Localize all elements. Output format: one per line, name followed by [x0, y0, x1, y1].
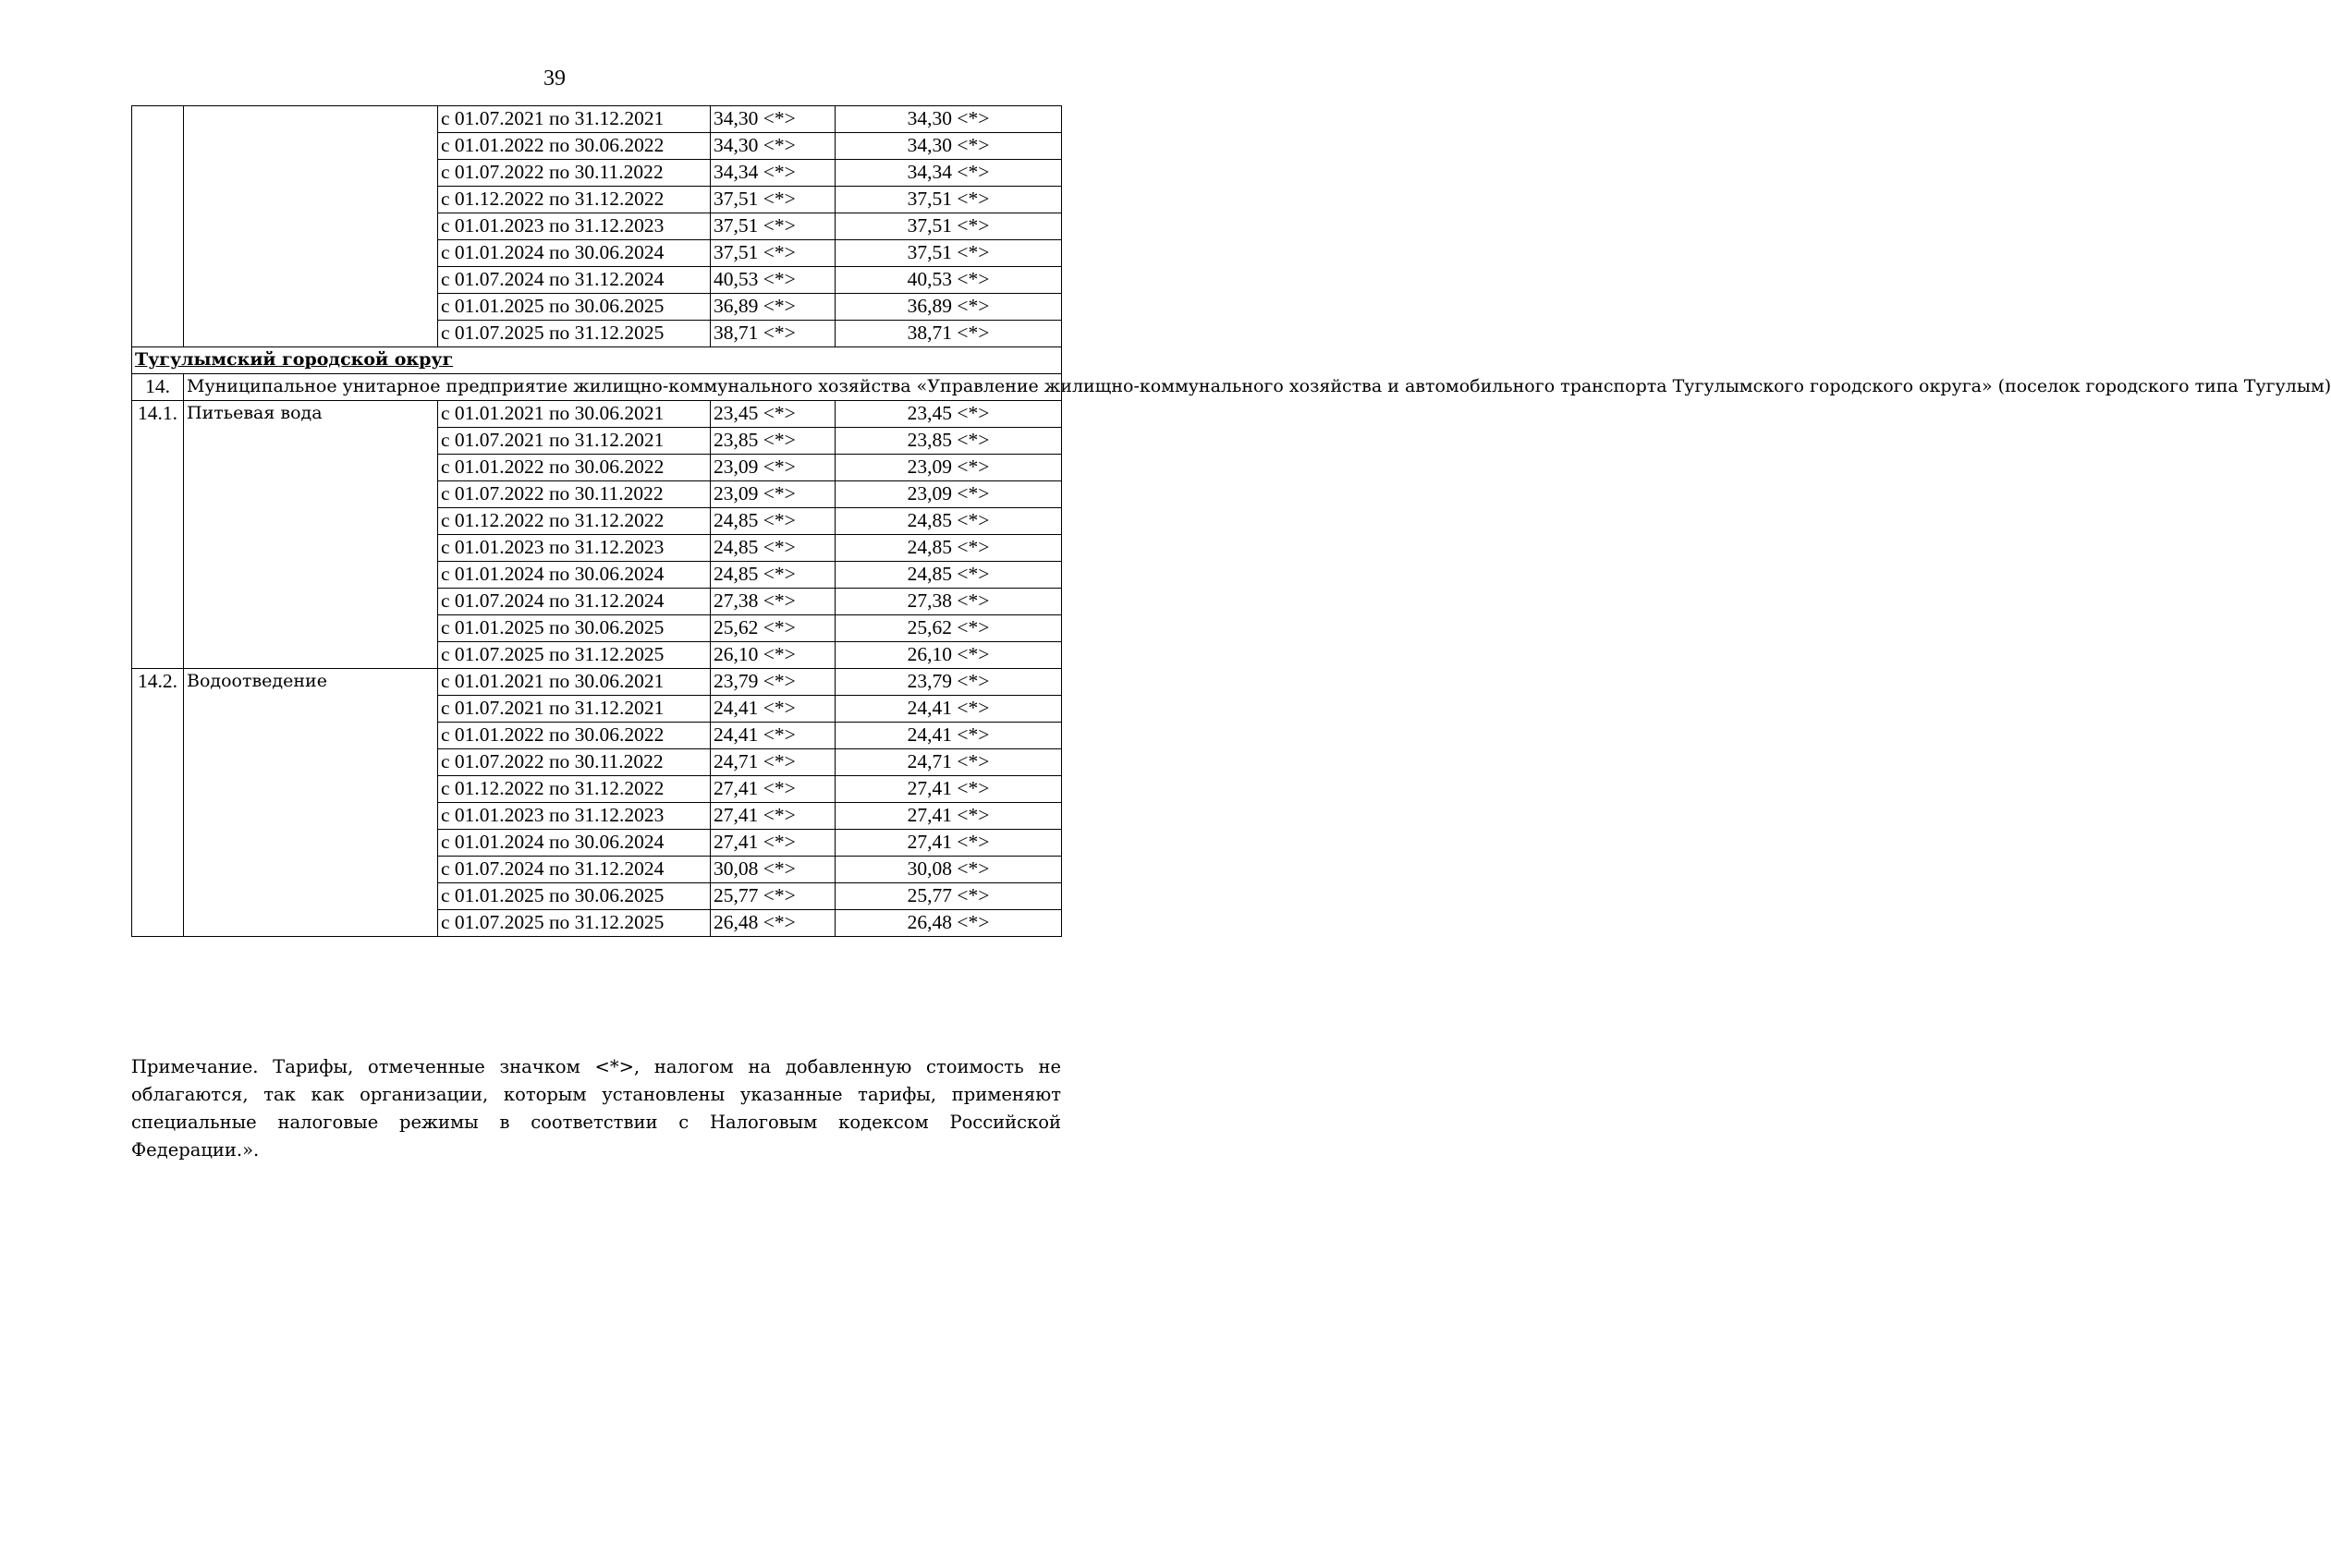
tariff-value-cell: 24,85 <*> [711, 508, 836, 535]
tariff-value-cell: 37,51 <*> [836, 240, 1062, 267]
period-cell: с 01.12.2022 по 31.12.2022 [438, 508, 711, 535]
period-cell: с 01.01.2025 по 30.06.2025 [438, 615, 711, 642]
tariff-value-cell: 27,38 <*> [836, 589, 1062, 615]
tariff-value-cell: 25,77 <*> [711, 883, 836, 910]
period-cell: с 01.07.2024 по 31.12.2024 [438, 589, 711, 615]
tariff-value-cell: 34,30 <*> [711, 106, 836, 133]
table-row [132, 401, 1062, 428]
period-cell: с 01.07.2024 по 31.12.2024 [438, 267, 711, 294]
tariff-value-cell: 37,51 <*> [836, 213, 1062, 240]
district-row [132, 347, 1062, 374]
tariff-value-cell: 24,41 <*> [836, 696, 1062, 723]
tariff-table-body [132, 106, 2331, 937]
period-cell: с 01.07.2022 по 30.11.2022 [438, 481, 711, 508]
footnote: Примечание. Тарифы, отмеченные значком <*>, налогом на добавленную стоимость не облагаются, так как организации, которым установлены указанные тарифы, применяют специальные налоговые режимы в соответствии с Налоговым кодексом Российской Федерации.». [131, 1056, 1061, 1161]
period-cell: с 01.07.2024 по 31.12.2024 [438, 857, 711, 883]
tariff-value-cell: 40,53 <*> [711, 267, 836, 294]
period-cell: с 01.12.2022 по 31.12.2022 [438, 187, 711, 213]
tariff-value-cell: 27,41 <*> [836, 830, 1062, 857]
period-cell: с 01.01.2021 по 30.06.2021 [438, 669, 711, 696]
period-cell: с 01.07.2021 по 31.12.2021 [438, 106, 711, 133]
tariff-value-cell: 40,53 <*> [836, 267, 1062, 294]
tariff-value-cell: 34,30 <*> [836, 133, 1062, 160]
tariff-value-cell: 23,79 <*> [836, 669, 1062, 696]
period-cell: с 01.01.2022 по 30.06.2022 [438, 133, 711, 160]
period-cell: с 01.07.2022 по 30.11.2022 [438, 749, 711, 776]
tariff-value-cell: 30,08 <*> [836, 857, 1062, 883]
tariff-value-cell: 26,48 <*> [836, 910, 1062, 937]
tariff-value-cell: 36,89 <*> [836, 294, 1062, 321]
tariff-value-cell: 36,89 <*> [711, 294, 836, 321]
organization-number-cell: 14. [132, 374, 184, 401]
tariff-table [131, 105, 2331, 937]
service-name-cell [184, 106, 438, 347]
tariff-value-cell: 37,51 <*> [711, 240, 836, 267]
tariff-value-cell: 37,51 <*> [711, 213, 836, 240]
tariff-value-cell: 24,71 <*> [836, 749, 1062, 776]
period-cell: с 01.01.2023 по 31.12.2023 [438, 213, 711, 240]
period-cell: с 01.01.2022 по 30.06.2022 [438, 455, 711, 481]
tariff-value-cell: 34,30 <*> [836, 106, 1062, 133]
period-cell: с 01.01.2025 по 30.06.2025 [438, 883, 711, 910]
period-cell: с 01.07.2021 по 31.12.2021 [438, 428, 711, 455]
period-cell: с 01.01.2025 по 30.06.2025 [438, 294, 711, 321]
tariff-value-cell: 27,41 <*> [836, 776, 1062, 803]
tariff-value-cell: 23,45 <*> [711, 401, 836, 428]
tariff-value-cell: 27,41 <*> [711, 830, 836, 857]
tariff-value-cell: 25,62 <*> [711, 615, 836, 642]
tariff-value-cell: 38,71 <*> [711, 321, 836, 347]
tariff-value-cell: 26,10 <*> [711, 642, 836, 669]
service-name-cell: Водоотведение [184, 669, 438, 937]
period-cell: с 01.01.2023 по 31.12.2023 [438, 535, 711, 562]
tariff-value-cell: 23,09 <*> [711, 455, 836, 481]
period-cell: с 01.01.2024 по 30.06.2024 [438, 830, 711, 857]
tariff-value-cell: 34,34 <*> [711, 160, 836, 187]
period-cell: с 01.12.2022 по 31.12.2022 [438, 776, 711, 803]
tariff-value-cell: 27,41 <*> [711, 803, 836, 830]
tariff-value-cell: 24,41 <*> [836, 723, 1062, 749]
period-cell: с 01.01.2023 по 31.12.2023 [438, 803, 711, 830]
tariff-value-cell: 34,30 <*> [711, 133, 836, 160]
tariff-value-cell: 24,41 <*> [711, 723, 836, 749]
tariff-value-cell: 34,34 <*> [836, 160, 1062, 187]
service-number-cell: 14.1. [132, 401, 184, 669]
organization-row [132, 374, 1062, 401]
tariff-value-cell: 37,51 <*> [711, 187, 836, 213]
tariff-value-cell: 25,77 <*> [836, 883, 1062, 910]
organization-name-cell: Муниципальное унитарное предприятие жилищно-коммунального хозяйства «Управление жилищно-коммунального хозяйства и автомобильного транспорта Тугулымского городского округа» (поселок городского типа Тугулым) [184, 374, 1062, 401]
tariff-value-cell: 27,41 <*> [711, 776, 836, 803]
tariff-value-cell: 23,09 <*> [836, 455, 1062, 481]
tariff-value-cell: 23,79 <*> [711, 669, 836, 696]
tariff-value-cell: 26,48 <*> [711, 910, 836, 937]
period-cell: с 01.01.2024 по 30.06.2024 [438, 562, 711, 589]
period-cell: с 01.07.2021 по 31.12.2021 [438, 696, 711, 723]
tariff-value-cell: 30,08 <*> [711, 857, 836, 883]
period-cell: с 01.07.2025 по 31.12.2025 [438, 321, 711, 347]
tariff-value-cell: 24,71 <*> [711, 749, 836, 776]
district-heading: Тугулымский городской округ [132, 347, 1062, 374]
tariff-value-cell: 24,85 <*> [836, 508, 1062, 535]
tariff-value-cell: 27,41 <*> [836, 803, 1062, 830]
service-number-cell [132, 106, 184, 347]
period-cell: с 01.07.2025 по 31.12.2025 [438, 642, 711, 669]
service-number-cell: 14.2. [132, 669, 184, 937]
tariff-value-cell: 24,85 <*> [836, 562, 1062, 589]
table-row [132, 669, 1062, 696]
service-name-cell: Питьевая вода [184, 401, 438, 669]
period-cell: с 01.07.2022 по 30.11.2022 [438, 160, 711, 187]
tariff-value-cell: 23,45 <*> [836, 401, 1062, 428]
tariff-value-cell: 24,85 <*> [711, 535, 836, 562]
tariff-value-cell: 38,71 <*> [836, 321, 1062, 347]
tariff-value-cell: 37,51 <*> [836, 187, 1062, 213]
period-cell: с 01.01.2021 по 30.06.2021 [438, 401, 711, 428]
tariff-value-cell: 23,09 <*> [711, 481, 836, 508]
tariff-value-cell: 23,85 <*> [711, 428, 836, 455]
tariff-value-cell: 24,85 <*> [836, 535, 1062, 562]
page-number: 39 [543, 67, 566, 91]
tariff-value-cell: 24,41 <*> [711, 696, 836, 723]
tariff-value-cell: 27,38 <*> [711, 589, 836, 615]
tariff-value-cell: 25,62 <*> [836, 615, 1062, 642]
tariff-value-cell: 26,10 <*> [836, 642, 1062, 669]
period-cell: с 01.07.2025 по 31.12.2025 [438, 910, 711, 937]
tariff-value-cell: 23,85 <*> [836, 428, 1062, 455]
tariff-value-cell: 24,85 <*> [711, 562, 836, 589]
period-cell: с 01.01.2022 по 30.06.2022 [438, 723, 711, 749]
period-cell: с 01.01.2024 по 30.06.2024 [438, 240, 711, 267]
tariff-value-cell: 23,09 <*> [836, 481, 1062, 508]
table-row [132, 106, 1062, 133]
